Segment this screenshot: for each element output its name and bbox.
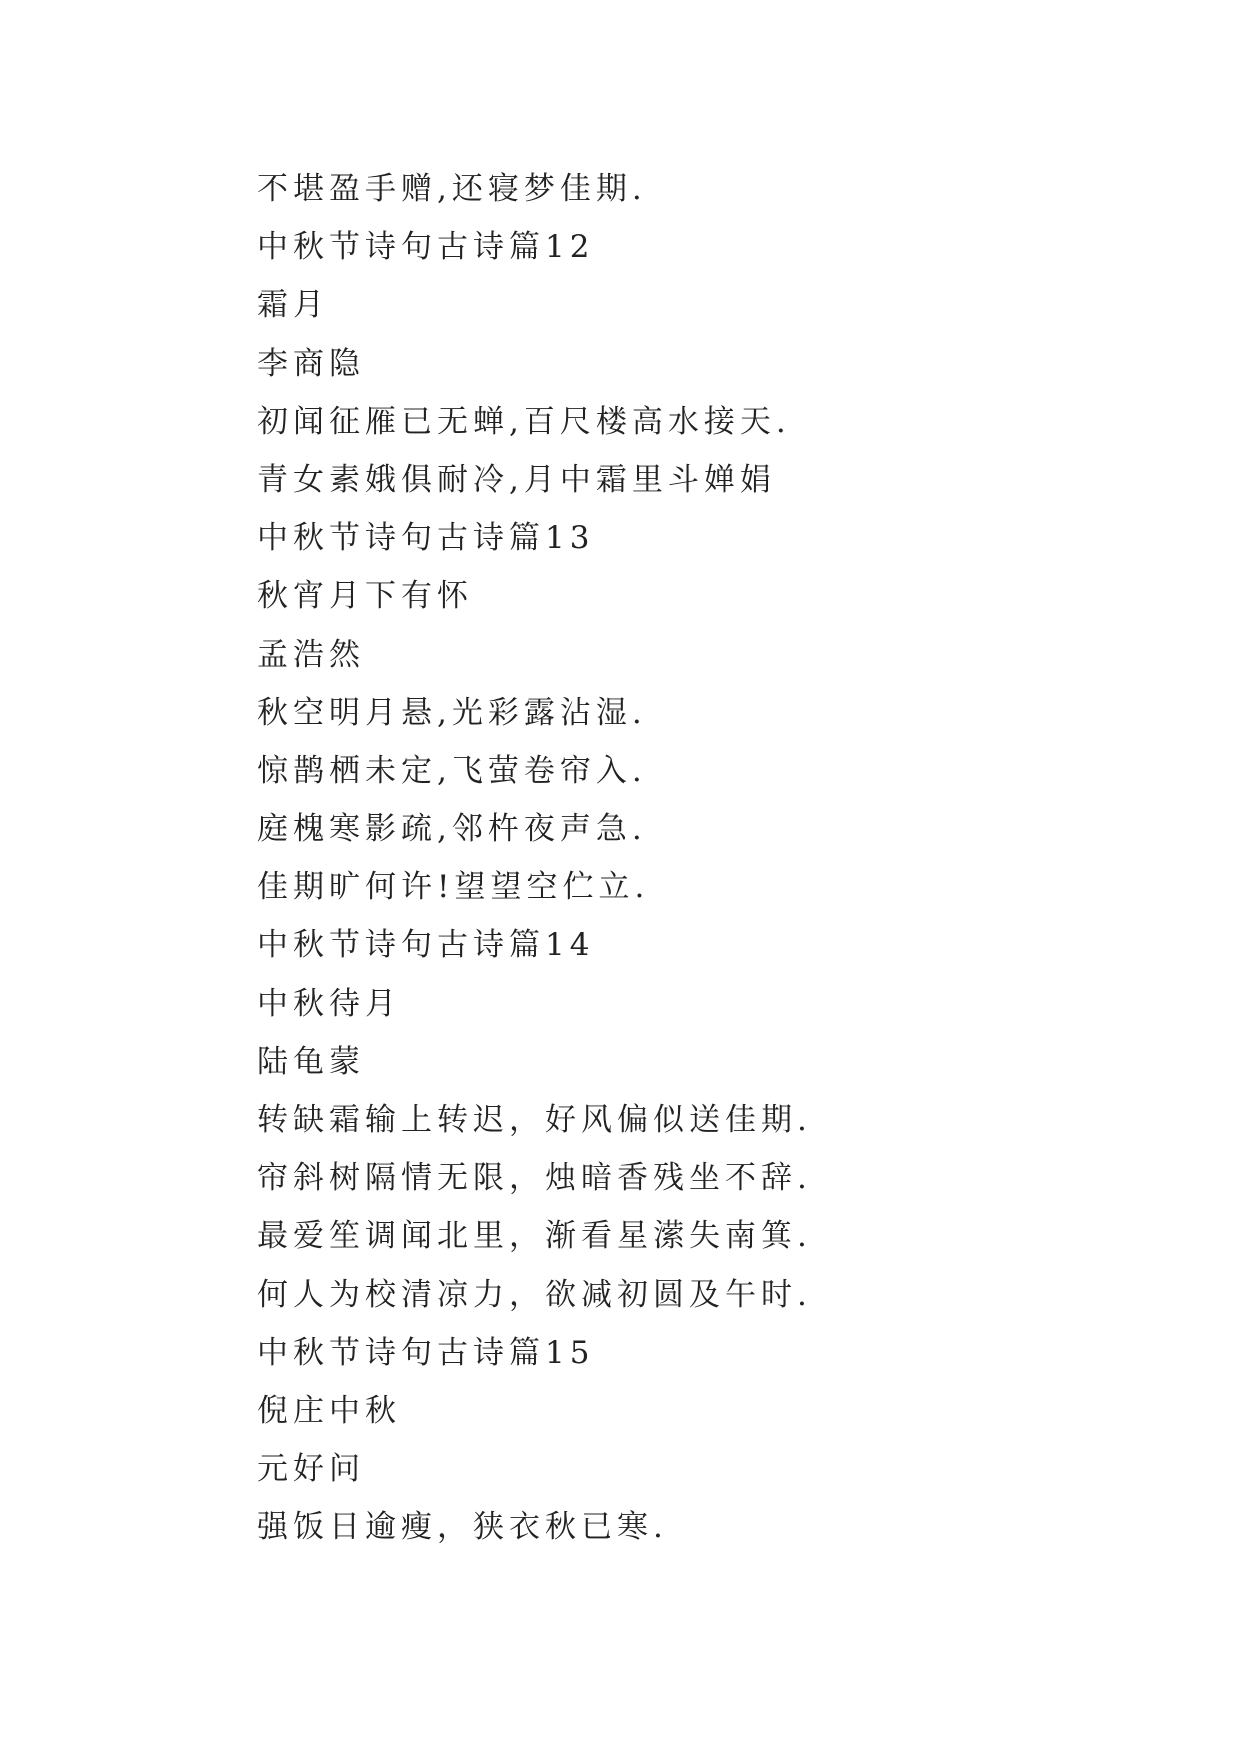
document-body	[257, 160, 1157, 1557]
poem-line: 不堪盈手赠,还寝梦佳期.	[257, 171, 647, 207]
poem-line: 帘斜树隔情无限，烛暗香残坐不辞.	[257, 1160, 812, 1197]
poem-line: 转缺霜输上转迟，好风偏似送佳期.	[257, 1102, 812, 1138]
poem-line: 秋空明月悬,光彩露沾湿.	[257, 694, 647, 731]
section-heading: 中秋节诗句古诗篇13	[257, 520, 595, 557]
poem-author: 元好问	[257, 1451, 365, 1488]
poem-line: 初闻征雁已无蝉,百尺楼高水接天.	[257, 403, 791, 440]
section-heading: 中秋节诗句古诗篇15	[257, 1334, 595, 1371]
poem-line: 何人为校清凉力，欲减初圆及午时.	[257, 1276, 812, 1313]
poem-line: 庭槐寒影疏,邻杵夜声急.	[257, 811, 647, 848]
section-heading: 中秋节诗句古诗篇12	[257, 229, 595, 266]
poem-author: 陆龟蒙	[257, 1043, 365, 1080]
poem-author: 李商隐	[257, 345, 365, 382]
poem-title: 霜月	[257, 287, 329, 324]
poem-title: 秋宵月下有怀	[257, 578, 473, 615]
poem-line: 强饭日逾瘦，狭衣秋已寒.	[257, 1509, 668, 1546]
poem-line: 佳期旷何许!望望空伫立.	[257, 869, 650, 906]
poem-line: 青女素娥俱耐冷,月中霜里斗婵娟	[257, 461, 776, 498]
poem-title: 倪庄中秋	[257, 1392, 401, 1429]
poem-line: 惊鹊栖未定,飞萤卷帘入.	[257, 752, 647, 789]
poem-line: 最爱笙调闻北里，渐看星潆失南箕.	[257, 1218, 812, 1255]
poem-author: 孟浩然	[257, 636, 365, 673]
section-heading: 中秋节诗句古诗篇14	[257, 927, 595, 964]
poem-title: 中秋待月	[257, 985, 401, 1022]
